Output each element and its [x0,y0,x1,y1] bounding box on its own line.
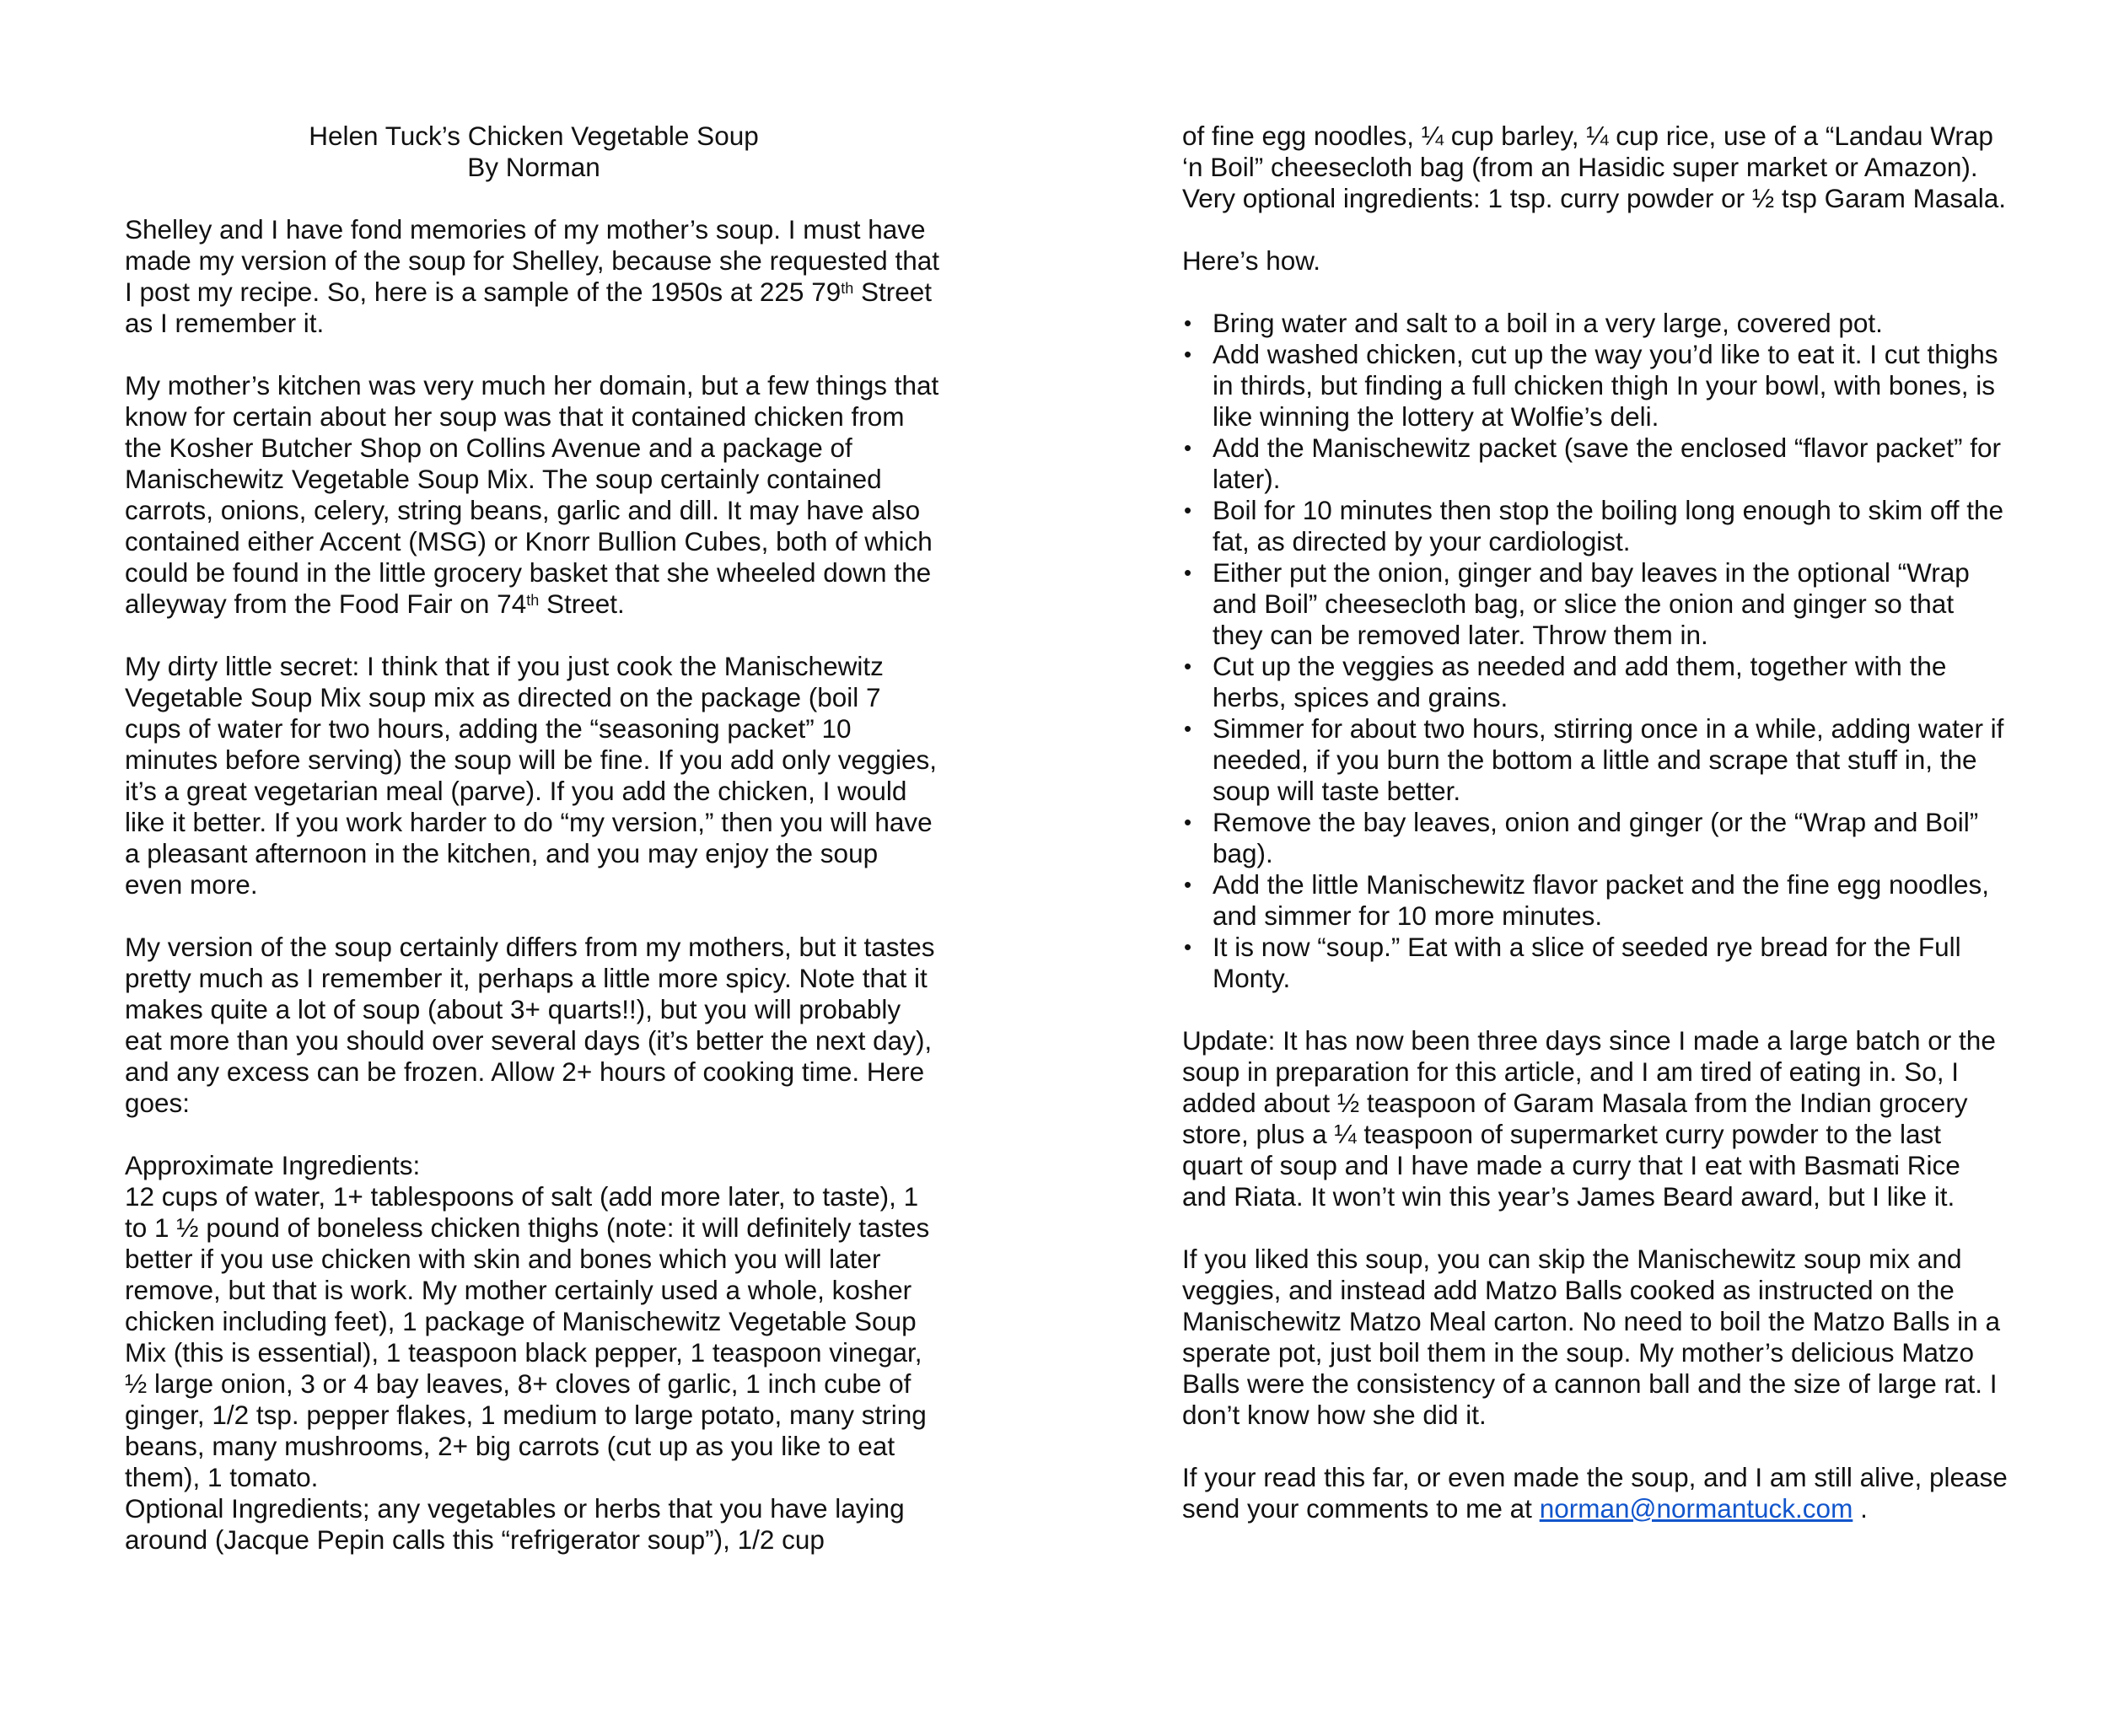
bullet-icon: • [1184,716,1192,741]
byline: By Norman [467,152,600,182]
kitchen-paragraph [125,370,943,620]
right-page [1182,121,2009,1524]
intro-ordinal-suffix: th [841,280,854,297]
kitchen-text: My mother’s kitchen was very much her domain, but a few things that know for certain about her soup was that it contained chicken from the Kosher Butcher Shop on Collins Avenue and a package of Manischewitz Vegetable Soup Mix. The soup certainly contained carrots, onions, celery, string beans, garlic and dill. It may have also contained either Accent (MSG) or Knorr Bullion Cubes, both of which could be found in the little grocery basket that she wheeled down the alleyway from the Food Fair on 74 [125,370,939,619]
step-item [1182,557,2009,651]
bullet-icon: • [1184,872,1192,897]
step-item [1182,932,2009,994]
very-optional-ingredients: Very optional ingredients: 1 tsp. curry powder or ½ tsp Garam Masala. [1182,183,2006,213]
optional-ingredients-continued: of fine egg noodles, ¼ cup barley, ¼ cup rice, use of a “Landau Wrap ‘n Boil” cheesecloth bag (from an Hasidic super market or Amazon). [1182,121,1993,182]
intro-text: Shelley and I have fond memories of my mother’s soup. I must have made my version of the soup for Shelley, because she requested that I post my recipe. So, here is a sample of the 1950s at 225 79 [125,214,939,307]
step-item [1182,651,2009,713]
email-link[interactable]: norman@normantuck.com [1539,1493,1853,1524]
kitchen-ordinal-suffix: th [526,592,540,609]
bullet-icon: • [1184,934,1192,959]
version-paragraph: My version of the soup certainly differs from my mothers, but it tastes pretty much as I remember it, perhaps a little more spicy. Note that it makes quite a lot of soup (about 3+ quarts!!), but you will probably eat more than you should over several days (it’s better the next day), and any excess can be frozen. Allow 2+ hours of cooking time. Here goes: [125,932,935,1118]
intro-text-end: Street as I remember it. [125,277,933,338]
step-item [1182,339,2009,433]
bullet-icon: • [1184,653,1192,679]
step-item [1182,807,2009,869]
bullet-icon: • [1184,341,1192,367]
step-text: It is now “soup.” Eat with a slice of seeded rye bread for the Full Monty. [1213,932,1961,993]
ingredients-heading: Approximate Ingredients: [125,1150,421,1180]
left-page [125,121,943,1556]
step-item [1182,308,2009,339]
closing-paragraph [1182,1462,2009,1524]
step-text: Cut up the veggies as needed and add them, together with the herbs, spices and grains. [1213,651,1947,712]
step-text: Simmer for about two hours, stirring once in a while, adding water if needed, if you burn the bottom a little and scrape that stuff in, the soup will taste better. [1213,713,2004,806]
bullet-icon: • [1184,435,1192,460]
step-text: Remove the bay leaves, onion and ginger (or the “Wrap and Boil” bag). [1213,807,1979,868]
optional-ingredients-paragraph: Optional Ingredients; any vegetables or herbs that you have laying around (Jacque Pepin calls this “refrigerator soup”), 1/2 cup [125,1493,905,1555]
ingredients-paragraph: 12 cups of water, 1+ tablespoons of salt (add more later, to taste), 1 to 1 ½ pound of boneless chicken thighs (note: it will definitely tastes better if you use chicken with skin and bones which you will later remove, but that is work. My mother certainly used a whole, kosher chicken including feet), 1 package of Manischewitz Vegetable Soup Mix (this is essential), 1 teaspoon black pepper, 1 teaspoon vinegar, ½ large onion, 3 or 4 bay leaves, 8+ cloves of garlic, 1 inch cube of ginger, 1/2 tsp. pepper flakes, 1 medium to large potato, many string beans, many mushrooms, 2+ big carrots (cut up as you like to eat them), 1 tomato. [125,1181,930,1492]
page-title: Helen Tuck’s Chicken Vegetable Soup [309,121,759,151]
title-block [125,121,943,183]
matzo-paragraph: If you liked this soup, you can skip the Manischewitz soup mix and veggies, and instead add Matzo Balls cooked as instructed on the Manischewitz Matzo Meal carton. No need to boil the Matzo Balls in a sperate pot, just boil them in the soup. My mother’s delicious Matzo Balls were the consistency of a cannon ball and the size of large rat. I don’t know how she did it. [1182,1244,2000,1430]
step-item [1182,433,2009,495]
step-text: Add washed chicken, cut up the way you’d like to eat it. I cut thighs in thirds, but finding a full chicken thigh In your bowl, with bones, is like winning the lottery at Wolfie’s deli. [1213,339,1998,432]
closing-end: . [1853,1493,1868,1524]
step-item [1182,869,2009,932]
step-text: Add the little Manischewitz flavor packet and the fine egg noodles, and simmer for 10 more minutes. [1213,869,1990,931]
heres-how-heading: Here’s how. [1182,245,1321,276]
step-text: Boil for 10 minutes then stop the boiling long enough to skim off the fat, as directed by your cardiologist. [1213,495,2004,556]
kitchen-text-end: Street. [539,589,625,619]
step-text: Bring water and salt to a boil in a very large, covered pot. [1213,308,1883,338]
bullet-icon: • [1184,809,1192,835]
bullet-icon: • [1184,560,1192,585]
bullet-icon: • [1184,310,1192,336]
step-item [1182,495,2009,557]
secret-paragraph: My dirty little secret: I think that if you just cook the Manischewitz Vegetable Soup Mix soup mix as directed on the package (boil 7 cups of water for two hours, adding the “seasoning packet” 10 minutes before serving) the soup will be fine. If you add only veggies, it’s a great vegetarian meal (parve). If you add the chicken, I would like it better. If you work harder to do “my version,” then you will have a pleasant afternoon in the kitchen, and you may enjoy the soup even more. [125,651,938,900]
step-text: Add the Manischewitz packet (save the enclosed “flavor packet” for later). [1213,433,2001,494]
bullet-icon: • [1184,497,1192,523]
steps-list [1182,308,2009,994]
update-paragraph: Update: It has now been three days since I made a large batch or the soup in preparation for this article, and I am tired of eating in. So, I added about ½ teaspoon of Garam Masala from the Indian grocery store, plus a ¼ teaspoon of supermarket curry powder to the last quart of soup and I have made a curry that I eat with Basmati Rice and Riata. It won’t win this year’s James Beard award, but I like it. [1182,1025,1996,1212]
step-text: Either put the onion, ginger and bay leaves in the optional “Wrap and Boil” cheesecloth bag, or slice the onion and ginger so that they can be removed later. Throw them in. [1213,557,1970,650]
closing-text: If your read this far, or even made the soup, and I am still alive, please send your comments to me at [1182,1462,2008,1524]
step-item [1182,713,2009,807]
intro-paragraph [125,214,943,339]
